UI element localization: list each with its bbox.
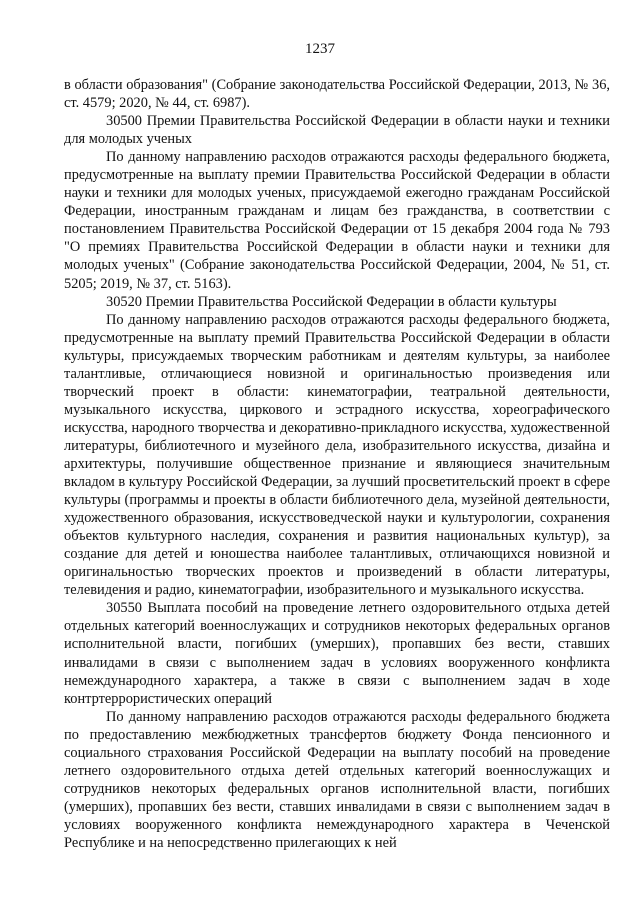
section-heading-30550: 30550 Выплата пособий на проведение летнего оздоровительного отдыха детей отдельных категорий военнослужащих и сотрудников некоторых федеральных органов исполнительной власти, погибших (умерших), пропавших без вести, ставших инвалидами в связи с выполнением задач в условиях вооруженного конфликта немеждународного характера, а также в связи с выполнением задач в ходе контртеррористических операций [64, 600, 610, 707]
document-body [64, 76, 610, 852]
page-number: 1237 [305, 41, 335, 57]
paragraph-continuation: в области образования" (Собрание законодательства Российской Федерации, 2013, № 36, ст. 4579; 2020, № 44, ст. 6987). [64, 77, 610, 112]
section-heading-30500: 30500 Премии Правительства Российской Федерации в области науки и техники для молодых ученых [64, 113, 610, 148]
paragraph-30500-description: По данному направлению расходов отражаются расходы федерального бюджета, предусмотренные на выплату премии Правительства Российской Федерации в области науки и техники для молодых ученых, присуждаемой ежегодно гражданам Российской Федерации, иностранным гражданам и лицам без гражданства, в соответствии с постановлением Правительства Российской Федерации от 15 декабря 2004 года № 793 "О премиях Правительства Российской Федерации в области науки и техники для молодых ученых" (Собрание законодательства Российской Федерации, 2004, № 51, ст. 5205; 2019, № 37, ст. 5163). [64, 149, 610, 292]
paragraph-30520-description: По данному направлению расходов отражаются расходы федерального бюджета, предусмотренные на выплату премий Правительства Российской Федерации в области культуры, присуждаемых творческим работникам и деятелям культуры, за наиболее талантливые, отличающиеся новизной и оригинальностью произведения или творческий проект в области: кинематографии, театральной деятельности, музыкального искусства, циркового и эстрадного искусства, хореографического искусства, народного творчества и декоративно-прикладного искусства, художественной литературы, библиотечного и музейного дела, изобразительного искусства, дизайна и архитектуры, получившие общественное признание и являющиеся значительным вкладом в культуру Российской Федерации, за лучший просветительский проект в сфере культуры (программы и проекты в области библиотечного дела, музейной деятельности, художественного образования, искусствоведческой науки и культурологии, сохранения объектов культурного наследия, сохранения и развития национальных культур), за создание для детей и юношества наиболее талантливых, отличающихся новизной и оригинальностью творческих проектов и произведений в области литературы, телевидения и радио, кинематографии, изобразительного и музыкального искусства. [64, 311, 610, 599]
paragraph-30550-description: По данному направлению расходов отражаются расходы федерального бюджета по предоставлению межбюджетных трансфертов бюджету Фонда пенсионного и социального страхования Российской Федерации на выплату пособий на проведение летнего оздоровительного отдыха детей отдельных категорий военнослужащих и сотрудников некоторых федеральных органов исполнительной власти, погибших (умерших), пропавших без вести, ставших инвалидами в связи с выполнением задач в условиях вооруженного конфликта немеждународного характера в Чеченской Республике и на непосредственно прилегающих к ней [64, 708, 610, 851]
section-heading-30520: 30520 Премии Правительства Российской Федерации в области культуры [106, 293, 557, 310]
